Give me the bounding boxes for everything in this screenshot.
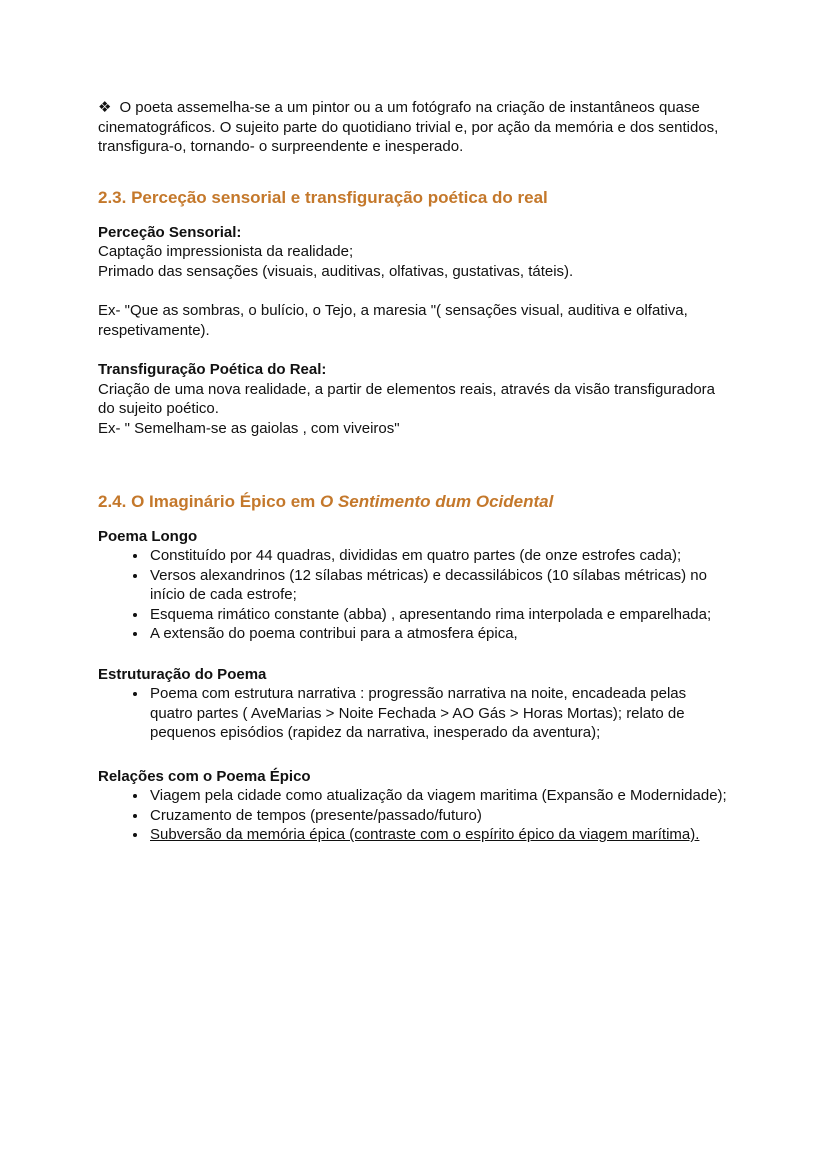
list-item-underlined: • Subversão da memória épica (contraste com o espírito épico da viagem marítima). xyxy=(148,825,730,845)
relacoes-block xyxy=(98,767,730,845)
list-item: • Esquema rimático constante (abba) , apresentando rima interpolada e emparelhada; xyxy=(148,605,730,625)
estruturacao-title: Estruturação do Poema xyxy=(98,665,267,683)
relacoes-list xyxy=(98,786,730,845)
percecao-sensorial-title: Perceção Sensorial: xyxy=(98,223,242,241)
relacoes-title: Relações com o Poema Épico xyxy=(98,767,311,785)
list-item: • Constituído por 44 quadras, divididas em quatro partes (de onze estrofes cada); xyxy=(148,546,730,566)
transfiguracao-example: Ex- " Semelham-se as gaiolas , com viveiros" xyxy=(98,419,400,437)
heading-2-4-work-title: O Sentimento dum Ocidental xyxy=(320,492,554,512)
intro-text: O poeta assemelha-se a um pintor ou a um fotógrafo na criação de instantâneos quase cinematográficos. O sujeito parte do quotidiano trivial e, por ação da memória e dos sentidos, transfigura-o, tornando- o surpreendente e inesperado. xyxy=(98,99,719,155)
poema-longo-title: Poema Longo xyxy=(98,527,198,545)
list-item: • Cruzamento de tempos (presente/passado/futuro) xyxy=(148,806,730,826)
percecao-line-2: Primado das sensações (visuais, auditivas, olfativas, gustativas, táteis). xyxy=(98,262,574,280)
poema-longo-list xyxy=(98,546,730,644)
intro-paragraph xyxy=(98,98,730,157)
estruturacao-list xyxy=(98,684,730,743)
transfiguracao-body: Criação de uma nova realidade, a partir de elementos reais, através da visão transfiguradora do sujeito poético. xyxy=(98,380,716,418)
heading-2-4-prefix: 2.4. O Imaginário Épico em xyxy=(98,492,321,512)
percecao-sensorial-block xyxy=(98,223,730,341)
list-item: • Poema com estrutura narrativa : progressão narrativa na noite, encadeada pelas quatro partes ( AveMarias > Noite Fechada > AO Gás > Horas Mortas); relato de pequenos episódios (rapidez da narrativa, inesperado da aventura); xyxy=(148,684,730,743)
transfiguracao-block xyxy=(98,360,730,438)
list-item: • Viagem pela cidade como atualização da viagem maritima (Expansão e Modernidade); xyxy=(148,786,730,806)
section-heading-2-4 xyxy=(98,491,730,512)
estruturacao-block xyxy=(98,665,730,743)
diamond-bullet-icon: ❖ xyxy=(98,99,112,116)
percecao-example: Ex- "Que as sombras, o bulício, o Tejo, a maresia "( sensações visual, auditiva e olfativa, respetivamente). xyxy=(98,302,688,339)
list-item: • Versos alexandrinos (12 sílabas métricas) e decassilábicos (10 sílabas métricas) no início de cada estrofe; xyxy=(148,566,730,605)
percecao-line-1: Captação impressionista da realidade; xyxy=(98,243,354,261)
poema-longo-block xyxy=(98,527,730,644)
section-heading-2-3: 2.3. Perceção sensorial e transfiguração poética do real xyxy=(98,187,548,207)
transfiguracao-title: Transfiguração Poética do Real: xyxy=(98,361,327,379)
list-item: • A extensão do poema contribui para a atmosfera épica, xyxy=(148,624,730,644)
